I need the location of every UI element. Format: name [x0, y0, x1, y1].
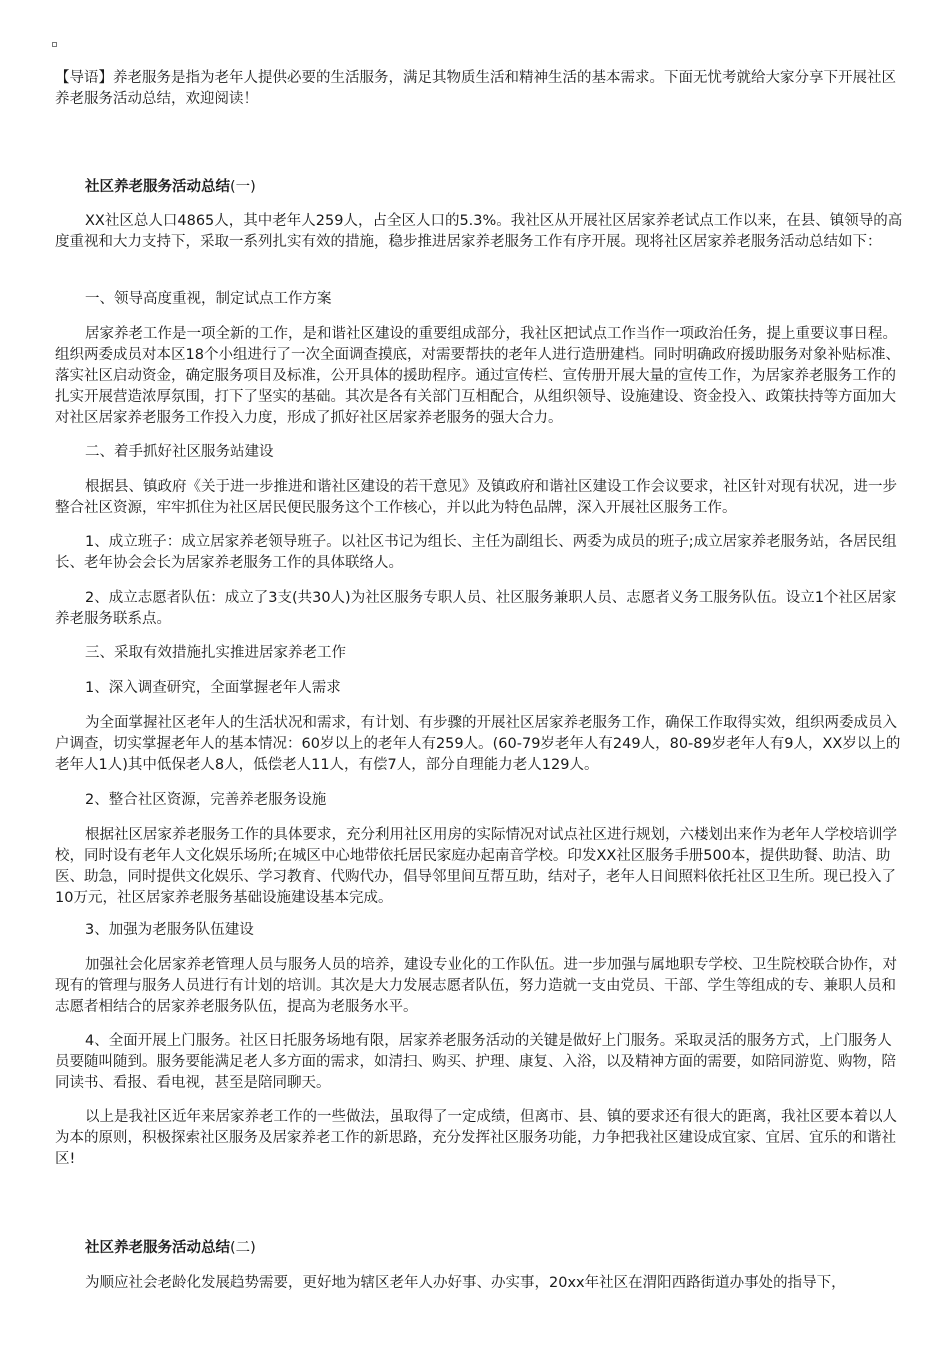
section1-title: 社区养老服务活动总结 — [85, 179, 230, 195]
section1-paragraph-3: 根据县、镇政府《关于进一步推进和谐社区建设的若干意见》及镇政府和谐社区建设工作会议要求，社区针对现有状况，进一步整合社区资源，牢牢抓住为社区居民便民服务这个工作核心，并以此为特色品牌，深入开展社区服务工作。 — [55, 479, 897, 516]
section1-subheading-3a: 1、深入调查研究，全面掌握老年人需求 — [85, 680, 341, 696]
section1-subheading-3b: 2、整合社区资源，完善养老服务设施 — [85, 792, 327, 808]
page-corner-mark — [52, 42, 57, 47]
section1-paragraph-10: 以上是我社区近年来居家养老工作的一些做法，虽取得了一定成绩，但离市、县、镇的要求还有很大的距离，我社区要本着以人为本的原则，积极探索社区服务及居家养老工作的新思路，充分发挥社区服务功能，力争把我社区建设成宜家、宜居、宜乐的和谐社区! — [55, 1109, 897, 1167]
section1-paragraph-8: 加强社会化居家养老管理人员与服务人员的培养，建设专业化的工作队伍。进一步加强与属地职专学校、卫生院校联合协作，对现有的管理与服务人员进行有计划的培训。其次是大力发展志愿者队伍，努力造就一支由党员、干部、学生等组成的专、兼职人员和志愿者相结合的居家养老服务队伍，提高为老服务水平。 — [55, 957, 897, 1015]
section1-paragraph-5: 2、成立志愿者队伍：成立了3支(共30人)为社区服务专职人员、社区服务兼职人员、志愿者义务工服务队伍。设立1个社区居家养老服务联系点。 — [55, 590, 897, 627]
intro-paragraph: 【导语】养老服务是指为老年人提供必要的生活服务，满足其物质生活和精神生活的基本需求。下面无忧考就给大家分享下开展社区养老服务活动总结，欢迎阅读！ — [55, 70, 896, 107]
section1-number: (一) — [230, 179, 256, 195]
section2-number: (二) — [230, 1240, 256, 1256]
section1-subheading-3: 三、采取有效措施扎实推进居家养老工作 — [85, 645, 346, 661]
section1-heading — [55, 177, 935, 198]
section2-heading — [55, 1238, 935, 1259]
section1-paragraph-2: 居家养老工作是一项全新的工作，是和谐社区建设的重要组成部分，我社区把试点工作当作一项政治任务，提上重要议事日程。组织两委成员对本区18个小组进行了一次全面调查摸底，对需要帮扶的老年人进行造册建档。同时明确政府援助服务对象补贴标准、落实社区启动资金，确定服务项目及标准，公开具体的援助程序。通过宣传栏、宣传册开展大量的宣传工作，为居家养老服务工作的扎实开展营造浓厚氛围，打下了坚实的基础。其次是各有关部门互相配合，从组织领导、设施建设、资金投入、政策扶持等方面加大对社区居家养老服务工作投入力度，形成了抓好社区居家养老服务的强大合力。 — [55, 326, 900, 426]
section1-paragraph-1: XX社区总人口4865人，其中老年人259人，占全区人口的5.3%。我社区从开展社区居家养老试点工作以来，在县、镇领导的高度重视和大力支持下，采取一系列扎实有效的措施，稳步推进居家养老服务工作有序开展。现将社区居家养老服务活动总结如下： — [55, 213, 903, 250]
section1-paragraph-6: 为全面掌握社区老年人的生活状况和需求，有计划、有步骤的开展社区居家养老服务工作，确保工作取得实效，组织两委成员入户调查，切实掌握老年人的基本情况：60岁以上的老年人有259人。(60-79岁老年人有249人，80-89岁老年人有9人，XX岁以上的老年人1人)其中低保老人8人，低偿老人11人，有偿7人，部分自理能力老人129人。 — [55, 715, 901, 773]
section2-paragraph-1: 为顺应社会老龄化发展趋势需要，更好地为辖区老年人办好事、办实事，20xx年社区在渭阳西路街道办事处的指导下， — [85, 1275, 846, 1291]
section1-subheading-2: 二、着手抓好社区服务站建设 — [85, 444, 274, 460]
section1-subheading-3c: 3、加强为老服务队伍建设 — [85, 922, 254, 938]
section1-paragraph-4: 1、成立班子：成立居家养老领导班子。以社区书记为组长、主任为副组长、两委为成员的班子;成立居家养老服务站，各居民组长、老年协会会长为居家养老服务工作的具体联络人。 — [55, 534, 897, 571]
section2-title: 社区养老服务活动总结 — [85, 1240, 230, 1256]
section1-paragraph-7: 根据社区居家养老服务工作的具体要求，充分利用社区用房的实际情况对试点社区进行规划，六楼划出来作为老年人学校培训学校，同时设有老年人文化娱乐场所;在城区中心地带依托居民家庭办起南音学校。印发XX社区服务手册500本，提供助餐、助洁、助医、助急，同时提供文化娱乐、学习教育、代购代办，倡导邻里间互帮互助，结对子，老年人日间照料依托社区卫生所。现已投入了10万元，社区居家养老服务基础设施建设基本完成。 — [55, 827, 897, 906]
section1-paragraph-9: 4、全面开展上门服务。社区日托服务场地有限，居家养老服务活动的关键是做好上门服务。采取灵活的服务方式，上门服务人员要随叫随到。服务要能满足老人多方面的需求，如清扫、购买、护理、康复、入浴，以及精神方面的需要，如陪同游览、购物，陪同读书、看报、看电视，甚至是陪同聊天。 — [55, 1033, 896, 1091]
section1-subheading-1: 一、领导高度重视，制定试点工作方案 — [85, 291, 332, 307]
